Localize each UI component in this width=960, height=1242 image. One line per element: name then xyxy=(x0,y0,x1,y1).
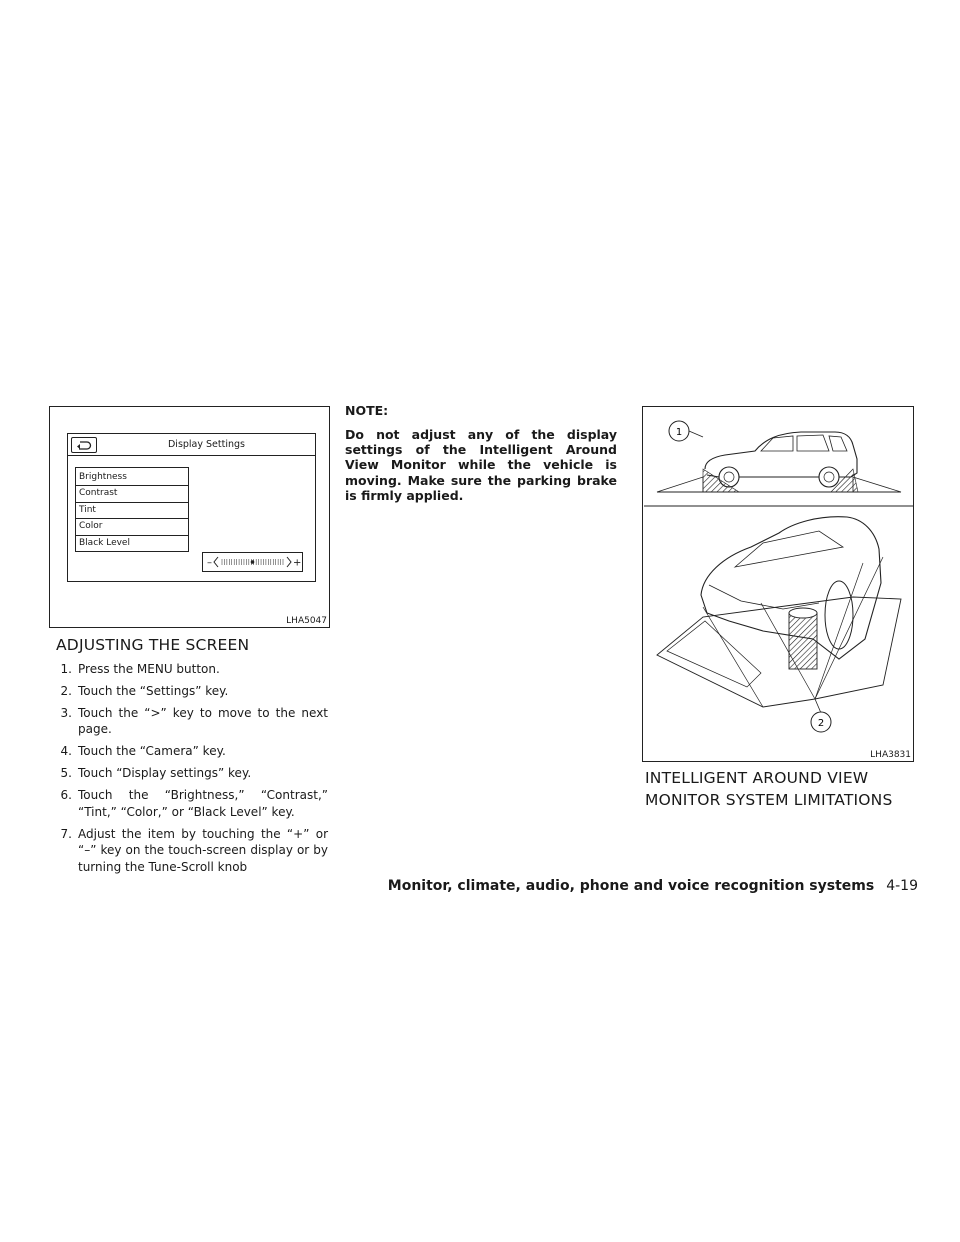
page-number: 4-19 xyxy=(886,878,918,894)
rear-wheel xyxy=(819,467,839,487)
slider-right-chevron-icon xyxy=(287,557,291,567)
section-heading-limitations: INTELLIGENT AROUND VIEW MONITOR SYSTEM LIMITATIONS xyxy=(645,769,893,809)
pole-obstacle xyxy=(789,613,817,669)
back-arrow-icon xyxy=(76,440,92,451)
menu-item-contrast: Contrast xyxy=(75,486,189,503)
side-view-panel xyxy=(644,432,913,506)
adjustment-slider xyxy=(202,552,303,572)
back-key xyxy=(71,437,97,453)
screen-title: Display Settings xyxy=(167,439,245,450)
section-heading-adjusting: ADJUSTING THE SCREEN xyxy=(56,636,250,654)
slider-left-chevron-icon xyxy=(214,557,218,567)
front-detection-zone xyxy=(657,477,703,492)
svg-text:2: 2 xyxy=(817,718,825,729)
callout-1 xyxy=(669,421,703,441)
step-item: 5. Touch “Display settings” key. xyxy=(60,766,252,781)
screen-header xyxy=(68,434,315,456)
figure-code: LHA5047 xyxy=(286,616,327,626)
step-item: 7. Adjust the item by touching the “+” or “–” key on the touch-screen display or by turning the Tune-Scroll knob xyxy=(60,826,328,874)
settings-menu xyxy=(75,467,189,552)
note-label: NOTE: xyxy=(345,403,389,418)
menu-item-tint: Tint xyxy=(75,503,189,520)
rear-detection-zone xyxy=(853,477,901,492)
step-item: 4. Touch the “Camera” key. xyxy=(60,744,226,759)
menu-item-brightness: Brightness xyxy=(75,467,189,486)
figure-code: LHA3831 xyxy=(870,750,911,760)
steps-list xyxy=(56,661,328,881)
callout-2 xyxy=(811,699,831,732)
ground-detection-zone xyxy=(657,597,901,707)
footer-section-title: Monitor, climate, audio, phone and voice recognition systems xyxy=(387,878,875,894)
slider-indicator xyxy=(251,560,255,564)
svg-text:1: 1 xyxy=(675,427,683,438)
perspective-view-panel xyxy=(657,517,901,707)
menu-item-black-level: Black Level xyxy=(75,536,189,553)
front-wheel xyxy=(719,467,739,487)
page-footer xyxy=(388,878,918,894)
step-item: 1. Press the MENU button. xyxy=(60,662,220,676)
menu-item-color: Color xyxy=(75,519,189,536)
slider-plus-label: + xyxy=(293,557,302,569)
slider-minus-label: – xyxy=(207,557,212,569)
display-settings-screen xyxy=(67,433,316,582)
step-item: 6. Touch the “Brightness,” “Contrast,” “Tint,” “Color,” or “Black Level” key. xyxy=(60,788,328,819)
step-item: 2. Touch the “Settings” key. xyxy=(60,684,229,698)
step-item: 3. Touch the “>” key to move to the next page. xyxy=(60,706,328,737)
display-settings-figure xyxy=(49,406,330,628)
around-view-figure xyxy=(642,406,914,762)
car-side-view xyxy=(705,432,857,477)
note-text: Do not adjust any of the display settings of the Intelligent Around View Monitor while the vehicle is moving. Make sure the parking brake is firmly applied. xyxy=(345,427,617,503)
